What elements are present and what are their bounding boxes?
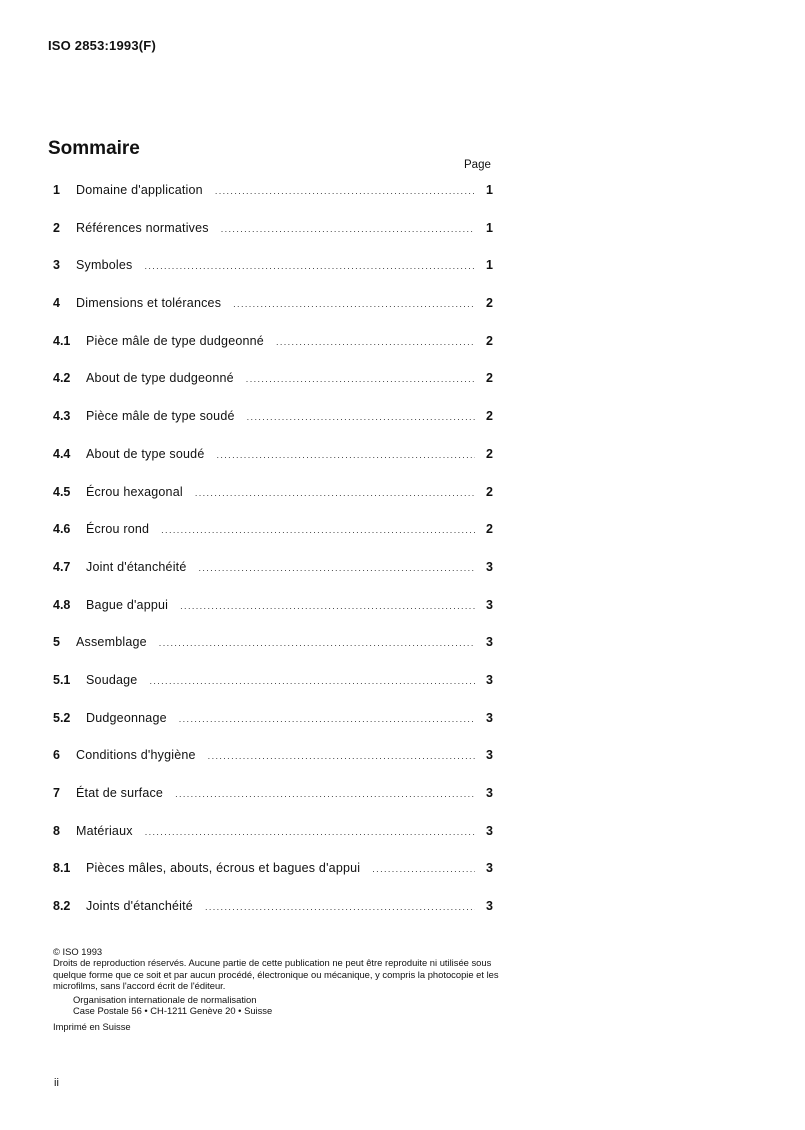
toc-entry-number: 2 <box>53 220 60 235</box>
toc-entry-number: 5 <box>53 635 60 650</box>
toc-entry-number: 4.7 <box>53 559 71 574</box>
toc-entry-label: Références normatives <box>76 220 209 235</box>
toc-entry-number: 4.5 <box>53 484 71 499</box>
copyright-line: © ISO 1993 <box>53 946 103 957</box>
toc-entry-number: 8.2 <box>53 899 71 914</box>
organization-address: Case Postale 56 • CH-1211 Genève 20 • Suisse <box>73 1005 273 1017</box>
toc-entry <box>53 522 493 560</box>
toc-dot-leader <box>246 374 475 384</box>
toc-entry-number: 3 <box>53 258 60 273</box>
toc-entry-number: 5.1 <box>53 672 71 687</box>
toc-entry-label: Dimensions et tolérances <box>76 296 222 311</box>
toc-entry <box>53 221 493 259</box>
toc-entry-label: Joint d'étanchéité <box>86 559 187 574</box>
toc-entry-page: 2 <box>486 522 493 537</box>
toc-entry <box>53 711 493 749</box>
toc-entry-label: Conditions d'hygiène <box>76 748 196 763</box>
toc-entry-page: 1 <box>486 183 493 197</box>
toc-entry-number: 8.1 <box>53 861 71 876</box>
toc-entry-label: About de type soudé <box>86 446 205 461</box>
toc-entry-number: 6 <box>53 748 60 763</box>
toc-entry-page: 2 <box>486 371 493 386</box>
toc-entry-label: About de type dudgeonné <box>86 371 234 386</box>
rights-statement: Droits de reproduction réservés. Aucune partie de cette publication ne peut être reproduite ni utilisée sous quelque forme que ce soit et par aucun procédé, électronique ou mécanique, y compris la photocopie et les microfilms, sans l'accord écrit de l'éditeur. <box>53 957 499 991</box>
toc-entry-page: 3 <box>486 635 493 650</box>
toc-entry <box>53 485 493 523</box>
toc-entry-page: 1 <box>486 258 493 273</box>
toc-entry-number: 4.8 <box>53 597 71 612</box>
toc-entry-label: Pièce mâle de type soudé <box>86 409 235 424</box>
toc-entry <box>53 296 493 334</box>
toc-entry-page: 3 <box>486 786 493 800</box>
toc-dot-leader <box>175 789 475 799</box>
toc-entry-number: 4.3 <box>53 409 71 424</box>
toc-dot-leader <box>208 751 475 761</box>
toc-dot-leader <box>144 261 475 271</box>
toc-entry-number: 4.6 <box>53 522 71 537</box>
toc-entry <box>53 371 493 409</box>
toc-title: Sommaire <box>48 138 140 159</box>
toc-entry <box>53 258 493 296</box>
toc-entry-number: 4 <box>53 296 60 311</box>
copyright-notice <box>53 946 503 1032</box>
toc-entry-label: Dudgeonnage <box>86 710 167 725</box>
toc-entry-page: 3 <box>486 823 493 838</box>
toc-entry <box>53 334 493 372</box>
toc-entry <box>53 183 493 221</box>
toc-entry-page: 3 <box>486 559 493 574</box>
toc-dot-leader <box>276 337 475 347</box>
toc-entry-page: 3 <box>486 748 493 763</box>
toc-dot-leader <box>179 714 475 724</box>
toc-entry-number: 8 <box>53 823 60 838</box>
toc-dot-leader <box>215 186 475 196</box>
table-of-contents <box>53 183 493 937</box>
page-column-label: Page <box>464 159 491 171</box>
toc-entry <box>53 899 493 937</box>
toc-entry-label: Pièces mâles, abouts, écrous et bagues d'appui <box>86 861 361 876</box>
toc-entry-label: Écrou rond <box>86 522 150 537</box>
toc-entry-page: 1 <box>486 220 493 235</box>
toc-entry <box>53 447 493 485</box>
toc-entry-label: Symboles <box>76 258 133 273</box>
toc-dot-leader <box>205 902 475 912</box>
printed-in: Imprimé en Suisse <box>53 1020 131 1032</box>
toc-entry <box>53 748 493 786</box>
toc-dot-leader <box>180 601 475 611</box>
toc-entry-page: 3 <box>486 597 493 612</box>
toc-entry-label: Domaine d'application <box>76 183 203 197</box>
toc-dot-leader <box>195 488 475 498</box>
toc-entry-label: Matériaux <box>76 823 133 838</box>
toc-entry-page: 2 <box>486 484 493 499</box>
toc-entry-number: 1 <box>53 183 60 197</box>
toc-dot-leader <box>159 638 475 648</box>
toc-entry-page: 2 <box>486 446 493 461</box>
toc-entry-label: Joints d'étanchéité <box>86 899 193 914</box>
toc-entry-page: 3 <box>486 861 493 876</box>
toc-dot-leader <box>372 864 475 874</box>
toc-entry-label: Pièce mâle de type dudgeonné <box>86 333 264 348</box>
toc-entry-page: 3 <box>486 672 493 687</box>
toc-entry <box>53 635 493 673</box>
toc-entry-number: 4.4 <box>53 446 71 461</box>
toc-dot-leader <box>145 827 475 837</box>
toc-entry <box>53 560 493 598</box>
toc-entry <box>53 824 493 862</box>
toc-dot-leader <box>233 299 475 309</box>
toc-entry-page: 2 <box>486 296 493 311</box>
toc-dot-leader <box>247 412 475 422</box>
toc-entry <box>53 673 493 711</box>
toc-dot-leader <box>149 676 475 686</box>
toc-entry-number: 7 <box>53 786 60 800</box>
toc-entry-label: Bague d'appui <box>86 597 169 612</box>
toc-entry-number: 4.1 <box>53 333 71 348</box>
toc-entry-label: Assemblage <box>76 635 147 650</box>
page-number: ii <box>54 1077 59 1089</box>
toc-entry-number: 5.2 <box>53 710 71 725</box>
organization-name: Organisation internationale de normalisation <box>73 994 257 1006</box>
toc-entry-number: 4.2 <box>53 371 71 386</box>
toc-entry-page: 2 <box>486 409 493 424</box>
toc-dot-leader <box>199 563 476 573</box>
toc-entry <box>53 409 493 447</box>
standard-id: ISO 2853:1993(F) <box>48 38 156 53</box>
toc-entry <box>53 786 493 824</box>
toc-entry <box>53 598 493 636</box>
toc-entry-label: Soudage <box>86 672 138 687</box>
toc-entry <box>53 861 493 899</box>
toc-dot-leader <box>161 525 475 535</box>
toc-entry-page: 3 <box>486 899 493 914</box>
toc-entry-label: État de surface <box>76 786 164 800</box>
toc-entry-page: 2 <box>486 333 493 348</box>
toc-entry-label: Écrou hexagonal <box>86 484 183 499</box>
toc-dot-leader <box>221 224 475 234</box>
toc-entry-page: 3 <box>486 710 493 725</box>
toc-dot-leader <box>216 450 475 460</box>
